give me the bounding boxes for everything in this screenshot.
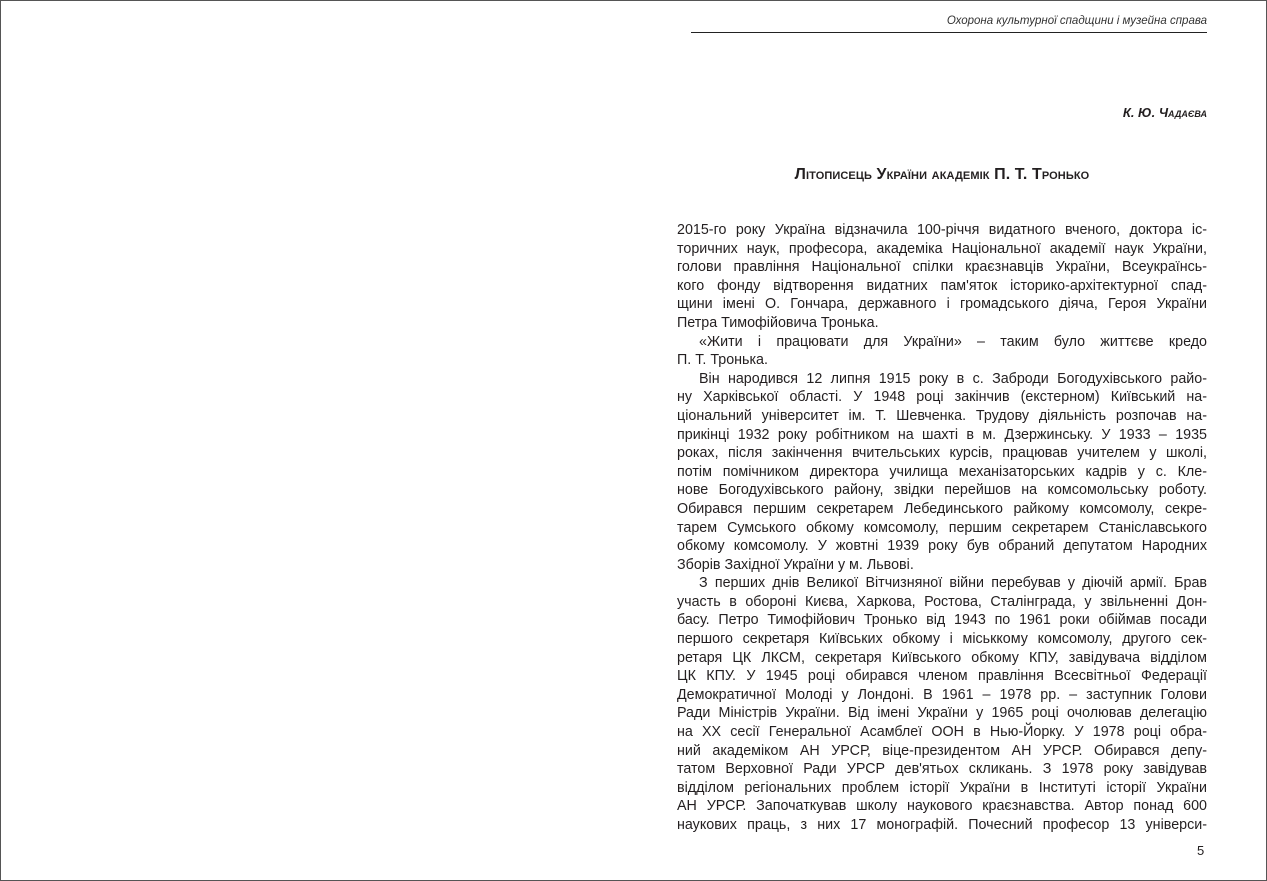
text-line: П. Т. Тронька. [677,352,768,369]
page-number: 5 [1197,843,1205,858]
text-line: щини імені О. Гончара, державного і громадського діяча, Героя України [677,296,1207,313]
text-line: 2015-го року Україна відзначила 100-річчя видатного вченого, доктора іс- [677,222,1207,238]
text-line: З перших днів Великої Вітчизняної війни перебував у діючій армії. Брав [699,575,1207,592]
paragraph [677,370,1207,575]
header-rule [691,32,1207,33]
text-line: Ради Міністрів України. Від імені України у 1965 році очолював делегацію [677,705,1207,722]
text-line: торичних наук, професора, академіка Національної академії наук України, [677,240,1207,257]
text-line: татом Верховної Ради УРСР дев'ятьох скликань. З 1978 року завідував [677,761,1207,778]
running-head: Охорона культурної спадщини і музейна справа [946,15,1207,27]
text-line: голови правління Національної спілки краєзнавців України, Всеукраїнсь- [677,259,1207,276]
text-line: ну Харківської області. У 1948 році закінчив (екстерном) Київський на- [677,389,1207,406]
text-line: першого секретаря Київських обкому і міськкому комсомолу, другого сек- [677,631,1207,648]
author-name: К. Ю. Чадаєва [1122,105,1207,120]
text-line: на XX сесії Генеральної Асамблеї ООН в Нью-Йорку. У 1978 році обра- [677,724,1207,741]
text-line: наукових праць, з них 17 монографій. Почесний професор 13 універси- [677,817,1207,833]
text-line: АН УРСР. Започаткував школу наукового краєзнавства. Автор понад 600 [677,798,1207,815]
text-line: басу. Петро Тимофійович Тронько від 1943 по 1961 роки обіймав посади [677,612,1207,629]
text-line: Демократичної Молоді у Лондоні. В 1961 – 1978 рр. – заступник Голови [677,686,1207,703]
text-line: Обирався першим секретарем Лебединського райкому комсомолу, секре- [677,500,1207,517]
text-line: потім помічником директора училища механізаторських кадрів у с. Кле- [677,463,1207,480]
text-line: ціональний університет ім. Т. Шевченка. Трудову діяльність розпочав на- [677,407,1207,424]
text-line: «Жити і працювати для України» – таким було життєве кредо [699,333,1207,350]
text-line: кого фонду відтворення видатних пам'яток історико-архітектурної спад- [677,277,1207,294]
text-line: тарем Сумського обкому комсомолу, першим секретарем Станіславського [677,519,1207,536]
article-title: Літописець України академік П. Т. Тронько [794,166,1090,183]
paragraph [677,221,1207,333]
text-line: Зборів Західної України у м. Львові. [677,556,914,573]
text-line: роках, після закінчення вчительських курсів, працював учителем у школі, [677,445,1207,462]
text-line: прикінці 1932 року робітником на шахті в м. Дзержинську. У 1933 – 1935 [677,426,1207,443]
paragraph [677,574,1207,834]
text-line: відділом регіональних проблем історії України в Інституті історії України [677,779,1207,796]
text-line: ретаря ЦК ЛКСМ, секретаря Київського обкому КПУ, завідувача відділом [677,649,1207,666]
text-line: Петра Тимофійовича Тронька. [677,314,879,331]
text-line: нове Богодухівського району, звідки перейшов на комсомольську роботу. [677,482,1207,499]
article-body [677,221,1207,835]
text-line: обкому комсомолу. У жовтні 1939 року був обраний депутатом Народних [677,538,1207,555]
text-line: ний академіком АН УРСР, віце-президентом АН УРСР. Обирався депу- [677,742,1207,759]
text-line: участь в обороні Києва, Харкова, Ростова, Сталінграда, у звільненні Дон- [677,593,1207,610]
paragraph [677,333,1207,370]
text-line: Він народився 12 липня 1915 року в с. Заброди Богодухівського райо- [699,370,1207,387]
text-line: ЦК КПУ. У 1945 році обирався членом правління Всесвітньої Федерації [677,668,1207,685]
